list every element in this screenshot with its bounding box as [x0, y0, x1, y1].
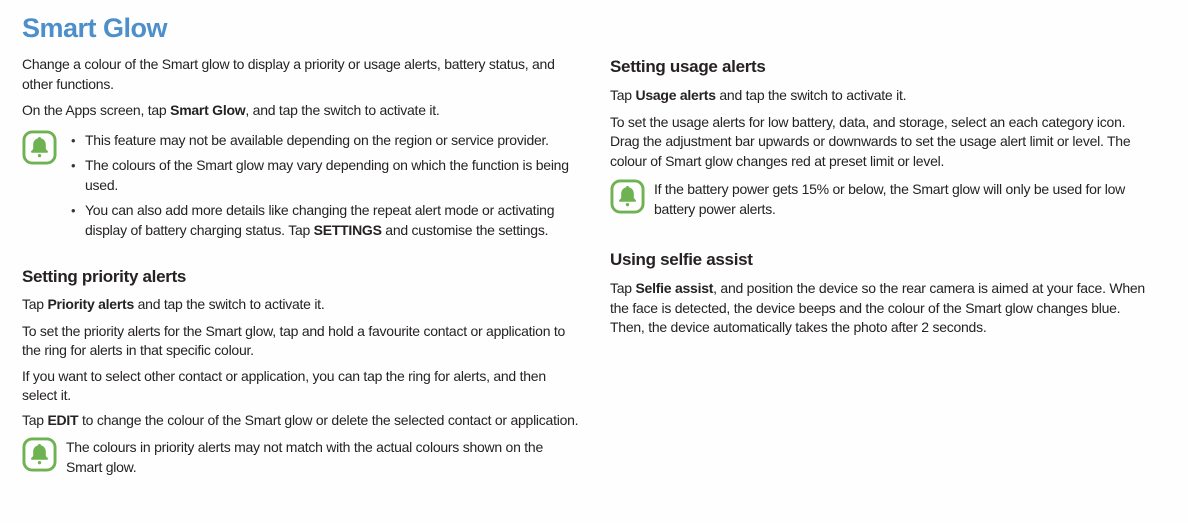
bullet-settings-customise: • You can also add more details like changing the repeat alert mode or activating display of battery charging status. Tap SETTINGS and customise the settings. — [66, 201, 579, 240]
bold-priority-alerts: Priority alerts — [47, 296, 134, 312]
page-title: Smart Glow — [22, 13, 168, 43]
bold-settings: SETTINGS — [313, 221, 382, 238]
right-column — [610, 56, 1158, 338]
bullet-region-availability: • This feature may not be available depending on the region or service provider. — [66, 131, 579, 151]
bold-usage-alerts: Usage alerts — [635, 87, 716, 103]
priority-paragraph-4: Tap EDIT to change the colour of the Smart glow or delete the selected contact or application. — [22, 411, 579, 428]
notice-block-priority-colours — [22, 437, 579, 477]
selfie-paragraph-1: Tap Selfie assist, and position the device so the rear camera is aimed at your face. When the face is detected, the device beeps and the colour of the Smart glow changes blue. Then, the device automatically takes the photo after 2 seconds. — [610, 280, 1145, 335]
usage-paragraph-2: To set the usage alerts for low battery, data, and storage, select an each category icon. Drag the adjustment bar upwards or downwards to set the usage alert limit or level. The colour of Smart glow changes red at preset limit or level. — [610, 113, 1131, 169]
priority-paragraph-1: Tap Priority alerts and tap the switch to activate it. — [22, 296, 325, 312]
notice-text: The colours in priority alerts may not match with the actual colours shown on the Smart glow. — [66, 439, 543, 475]
bold-selfie-assist: Selfie assist — [635, 280, 714, 296]
notice-text: If the battery power gets 15% or below, the Smart glow will only be used for low battery power alerts. — [654, 181, 1126, 217]
priority-paragraph-3: If you want to select other contact or application, you can tap the ring for alerts, and then select it. — [22, 367, 546, 403]
intro-paragraph-1: Change a colour of the Smart glow to display a priority or usage alerts, battery status, and other functions. — [22, 56, 555, 92]
notice-block-feature — [22, 130, 579, 241]
heading-setting-priority-alerts: Setting priority alerts — [22, 267, 187, 286]
notification-bell-icon — [610, 179, 645, 214]
intro-paragraph-2: On the Apps screen, tap Smart Glow, and tap the switch to activate it. — [22, 102, 440, 118]
usage-paragraph-1: Tap Usage alerts and tap the switch to activate it. — [610, 87, 907, 103]
bullet-colour-variation: • The colours of the Smart glow may vary depending on which the function is being used. — [66, 156, 579, 195]
left-column — [22, 13, 579, 477]
notification-bell-icon — [22, 130, 57, 165]
notice-bullet-list-wrap — [66, 130, 579, 241]
notification-bell-icon — [22, 437, 57, 472]
heading-using-selfie-assist: Using selfie assist — [610, 250, 753, 269]
notice-block-battery — [610, 179, 1158, 219]
priority-paragraph-2: To set the priority alerts for the Smart glow, tap and hold a favourite contact or application to the ring for alerts in that specific colour. — [22, 322, 566, 358]
bold-edit: EDIT — [47, 411, 79, 428]
bold-smart-glow: Smart Glow — [170, 102, 246, 118]
notice-bullet-list — [66, 131, 579, 241]
heading-setting-usage-alerts: Setting usage alerts — [610, 57, 766, 76]
